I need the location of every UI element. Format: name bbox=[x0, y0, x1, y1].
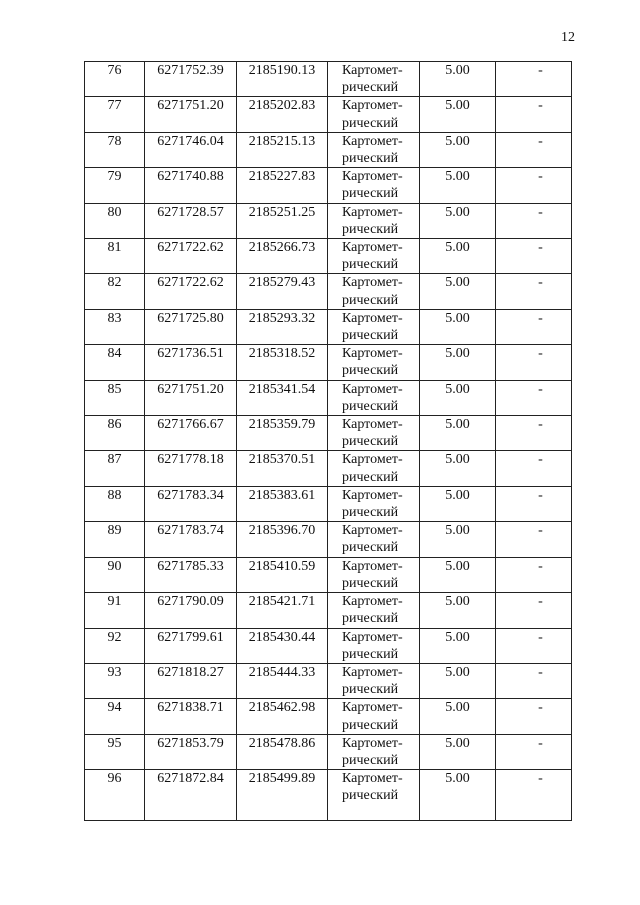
x-coordinate-cell: 6271752.39 bbox=[145, 62, 237, 97]
method-line-2: рический bbox=[342, 292, 399, 308]
method-line-2: рический bbox=[342, 469, 399, 485]
point-number-cell: 78 bbox=[85, 132, 145, 167]
x-coordinate-cell: 6271725.80 bbox=[145, 309, 237, 344]
note-cell: - bbox=[496, 274, 572, 309]
y-coordinate-cell: 2185462.98 bbox=[237, 699, 328, 734]
point-number-cell: 89 bbox=[85, 522, 145, 557]
method-cell bbox=[328, 628, 420, 663]
point-number-cell: 92 bbox=[85, 628, 145, 663]
method-cell bbox=[328, 203, 420, 238]
y-coordinate-cell: 2185279.43 bbox=[237, 274, 328, 309]
method-cell bbox=[328, 522, 420, 557]
method-cell bbox=[328, 486, 420, 521]
y-coordinate-cell: 2185227.83 bbox=[237, 168, 328, 203]
page-number: 12 bbox=[561, 30, 575, 45]
method-line-1: Картомет- bbox=[342, 558, 403, 574]
method-line-1: Картомет- bbox=[342, 240, 403, 256]
table-row bbox=[85, 203, 572, 238]
x-coordinate-cell: 6271766.67 bbox=[145, 416, 237, 451]
accuracy-cell: 5.00 bbox=[420, 239, 496, 274]
point-number-cell: 86 bbox=[85, 416, 145, 451]
point-number-cell: 90 bbox=[85, 557, 145, 592]
table-row bbox=[85, 416, 572, 451]
method-cell bbox=[328, 593, 420, 628]
method-line-2: рический bbox=[342, 398, 399, 414]
y-coordinate-cell: 2185430.44 bbox=[237, 628, 328, 663]
method-cell bbox=[328, 557, 420, 592]
point-number-cell: 95 bbox=[85, 734, 145, 769]
method-line-1: Картомет- bbox=[342, 381, 403, 397]
point-number-cell: 96 bbox=[85, 770, 145, 821]
y-coordinate-cell: 2185410.59 bbox=[237, 557, 328, 592]
method-cell bbox=[328, 699, 420, 734]
method-cell bbox=[328, 168, 420, 203]
y-coordinate-cell: 2185266.73 bbox=[237, 239, 328, 274]
note-cell: - bbox=[496, 522, 572, 557]
accuracy-cell: 5.00 bbox=[420, 486, 496, 521]
y-coordinate-cell: 2185318.52 bbox=[237, 345, 328, 380]
x-coordinate-cell: 6271778.18 bbox=[145, 451, 237, 486]
note-cell: - bbox=[496, 451, 572, 486]
accuracy-cell: 5.00 bbox=[420, 557, 496, 592]
method-line-1: Картомет- bbox=[342, 629, 403, 645]
y-coordinate-cell: 2185499.89 bbox=[237, 770, 328, 821]
method-cell bbox=[328, 451, 420, 486]
y-coordinate-cell: 2185444.33 bbox=[237, 663, 328, 698]
point-number-cell: 81 bbox=[85, 239, 145, 274]
y-coordinate-cell: 2185370.51 bbox=[237, 451, 328, 486]
method-cell bbox=[328, 734, 420, 769]
y-coordinate-cell: 2185190.13 bbox=[237, 62, 328, 97]
accuracy-cell: 5.00 bbox=[420, 309, 496, 344]
method-line-2: рический bbox=[342, 80, 399, 96]
note-cell: - bbox=[496, 168, 572, 203]
accuracy-cell: 5.00 bbox=[420, 168, 496, 203]
x-coordinate-cell: 6271838.71 bbox=[145, 699, 237, 734]
note-cell: - bbox=[496, 309, 572, 344]
method-line-1: Картомет- bbox=[342, 346, 403, 362]
point-number-cell: 91 bbox=[85, 593, 145, 628]
x-coordinate-cell: 6271785.33 bbox=[145, 557, 237, 592]
accuracy-cell: 5.00 bbox=[420, 97, 496, 132]
method-cell bbox=[328, 309, 420, 344]
point-number-cell: 82 bbox=[85, 274, 145, 309]
method-line-2: рический bbox=[342, 611, 399, 627]
y-coordinate-cell: 2185251.25 bbox=[237, 203, 328, 238]
table-row bbox=[85, 699, 572, 734]
point-number-cell: 93 bbox=[85, 663, 145, 698]
method-line-2: рический bbox=[342, 646, 399, 662]
note-cell: - bbox=[496, 97, 572, 132]
method-line-2: рический bbox=[342, 752, 399, 768]
accuracy-cell: 5.00 bbox=[420, 699, 496, 734]
table-row bbox=[85, 132, 572, 167]
x-coordinate-cell: 6271722.62 bbox=[145, 239, 237, 274]
method-line-2: рический bbox=[342, 363, 399, 379]
accuracy-cell: 5.00 bbox=[420, 451, 496, 486]
accuracy-cell: 5.00 bbox=[420, 522, 496, 557]
method-cell bbox=[328, 663, 420, 698]
table-row bbox=[85, 486, 572, 521]
accuracy-cell: 5.00 bbox=[420, 203, 496, 238]
method-line-1: Картомет- bbox=[342, 63, 403, 78]
x-coordinate-cell: 6271783.34 bbox=[145, 486, 237, 521]
method-line-1: Картомет- bbox=[342, 700, 403, 716]
point-number-cell: 77 bbox=[85, 97, 145, 132]
method-line-1: Картомет- bbox=[342, 275, 403, 291]
method-line-2: рический bbox=[342, 682, 399, 698]
point-number-cell: 88 bbox=[85, 486, 145, 521]
method-line-1: Картомет- bbox=[342, 664, 403, 680]
note-cell: - bbox=[496, 203, 572, 238]
y-coordinate-cell: 2185341.54 bbox=[237, 380, 328, 415]
accuracy-cell: 5.00 bbox=[420, 380, 496, 415]
table-row bbox=[85, 380, 572, 415]
method-cell bbox=[328, 274, 420, 309]
note-cell: - bbox=[496, 416, 572, 451]
point-number-cell: 84 bbox=[85, 345, 145, 380]
y-coordinate-cell: 2185215.13 bbox=[237, 132, 328, 167]
x-coordinate-cell: 6271746.04 bbox=[145, 132, 237, 167]
method-line-2: рический bbox=[342, 505, 399, 521]
table-row bbox=[85, 309, 572, 344]
method-cell bbox=[328, 770, 420, 821]
method-cell bbox=[328, 345, 420, 380]
coordinates-table bbox=[84, 61, 572, 821]
point-number-cell: 80 bbox=[85, 203, 145, 238]
note-cell: - bbox=[496, 770, 572, 821]
table-row bbox=[85, 97, 572, 132]
table-row bbox=[85, 557, 572, 592]
table-row bbox=[85, 770, 572, 821]
method-cell bbox=[328, 380, 420, 415]
y-coordinate-cell: 2185359.79 bbox=[237, 416, 328, 451]
accuracy-cell: 5.00 bbox=[420, 416, 496, 451]
table-row bbox=[85, 522, 572, 557]
method-cell bbox=[328, 132, 420, 167]
note-cell: - bbox=[496, 380, 572, 415]
x-coordinate-cell: 6271722.62 bbox=[145, 274, 237, 309]
table-row bbox=[85, 168, 572, 203]
method-line-2: рический bbox=[342, 221, 399, 237]
note-cell: - bbox=[496, 62, 572, 97]
method-line-2: рический bbox=[342, 257, 399, 273]
point-number-cell: 87 bbox=[85, 451, 145, 486]
accuracy-cell: 5.00 bbox=[420, 132, 496, 167]
x-coordinate-cell: 6271751.20 bbox=[145, 97, 237, 132]
method-line-1: Картомет- bbox=[342, 133, 403, 149]
note-cell: - bbox=[496, 699, 572, 734]
y-coordinate-cell: 2185421.71 bbox=[237, 593, 328, 628]
method-line-2: рический bbox=[342, 575, 399, 591]
method-line-1: Картомет- bbox=[342, 204, 403, 220]
table-row bbox=[85, 239, 572, 274]
x-coordinate-cell: 6271799.61 bbox=[145, 628, 237, 663]
method-line-2: рический bbox=[342, 788, 399, 804]
x-coordinate-cell: 6271736.51 bbox=[145, 345, 237, 380]
note-cell: - bbox=[496, 628, 572, 663]
table-row bbox=[85, 62, 572, 97]
accuracy-cell: 5.00 bbox=[420, 770, 496, 821]
y-coordinate-cell: 2185478.86 bbox=[237, 734, 328, 769]
note-cell: - bbox=[496, 663, 572, 698]
method-line-1: Картомет- bbox=[342, 310, 403, 326]
table-row bbox=[85, 663, 572, 698]
y-coordinate-cell: 2185293.32 bbox=[237, 309, 328, 344]
method-line-1: Картомет- bbox=[342, 417, 403, 433]
method-line-1: Картомет- bbox=[342, 735, 403, 751]
note-cell: - bbox=[496, 132, 572, 167]
accuracy-cell: 5.00 bbox=[420, 345, 496, 380]
accuracy-cell: 5.00 bbox=[420, 734, 496, 769]
x-coordinate-cell: 6271740.88 bbox=[145, 168, 237, 203]
table-row bbox=[85, 734, 572, 769]
method-cell bbox=[328, 416, 420, 451]
point-number-cell: 79 bbox=[85, 168, 145, 203]
accuracy-cell: 5.00 bbox=[420, 628, 496, 663]
method-line-2: рический bbox=[342, 717, 399, 733]
x-coordinate-cell: 6271872.84 bbox=[145, 770, 237, 821]
note-cell: - bbox=[496, 734, 572, 769]
point-number-cell: 83 bbox=[85, 309, 145, 344]
note-cell: - bbox=[496, 239, 572, 274]
accuracy-cell: 5.00 bbox=[420, 62, 496, 97]
method-line-2: рический bbox=[342, 434, 399, 450]
method-line-1: Картомет- bbox=[342, 487, 403, 503]
x-coordinate-cell: 6271818.27 bbox=[145, 663, 237, 698]
point-number-cell: 85 bbox=[85, 380, 145, 415]
method-line-2: рический bbox=[342, 540, 399, 556]
x-coordinate-cell: 6271728.57 bbox=[145, 203, 237, 238]
table-row bbox=[85, 345, 572, 380]
y-coordinate-cell: 2185383.61 bbox=[237, 486, 328, 521]
y-coordinate-cell: 2185202.83 bbox=[237, 97, 328, 132]
coordinates-table-body bbox=[85, 62, 572, 821]
x-coordinate-cell: 6271790.09 bbox=[145, 593, 237, 628]
table-row bbox=[85, 628, 572, 663]
point-number-cell: 94 bbox=[85, 699, 145, 734]
accuracy-cell: 5.00 bbox=[420, 593, 496, 628]
x-coordinate-cell: 6271751.20 bbox=[145, 380, 237, 415]
point-number-cell: 76 bbox=[85, 62, 145, 97]
table-row bbox=[85, 593, 572, 628]
note-cell: - bbox=[496, 557, 572, 592]
method-cell bbox=[328, 62, 420, 97]
method-cell bbox=[328, 97, 420, 132]
method-line-1: Картомет- bbox=[342, 98, 403, 114]
method-cell bbox=[328, 239, 420, 274]
x-coordinate-cell: 6271783.74 bbox=[145, 522, 237, 557]
y-coordinate-cell: 2185396.70 bbox=[237, 522, 328, 557]
method-line-2: рический bbox=[342, 328, 399, 344]
table-row bbox=[85, 274, 572, 309]
method-line-1: Картомет- bbox=[342, 771, 403, 787]
note-cell: - bbox=[496, 593, 572, 628]
method-line-1: Картомет- bbox=[342, 523, 403, 539]
table-row bbox=[85, 451, 572, 486]
method-line-2: рический bbox=[342, 115, 399, 131]
note-cell: - bbox=[496, 486, 572, 521]
method-line-2: рический bbox=[342, 186, 399, 202]
method-line-1: Картомет- bbox=[342, 169, 403, 185]
method-line-1: Картомет- bbox=[342, 594, 403, 610]
accuracy-cell: 5.00 bbox=[420, 274, 496, 309]
method-line-1: Картомет- bbox=[342, 452, 403, 468]
method-line-2: рический bbox=[342, 151, 399, 167]
accuracy-cell: 5.00 bbox=[420, 663, 496, 698]
x-coordinate-cell: 6271853.79 bbox=[145, 734, 237, 769]
note-cell: - bbox=[496, 345, 572, 380]
